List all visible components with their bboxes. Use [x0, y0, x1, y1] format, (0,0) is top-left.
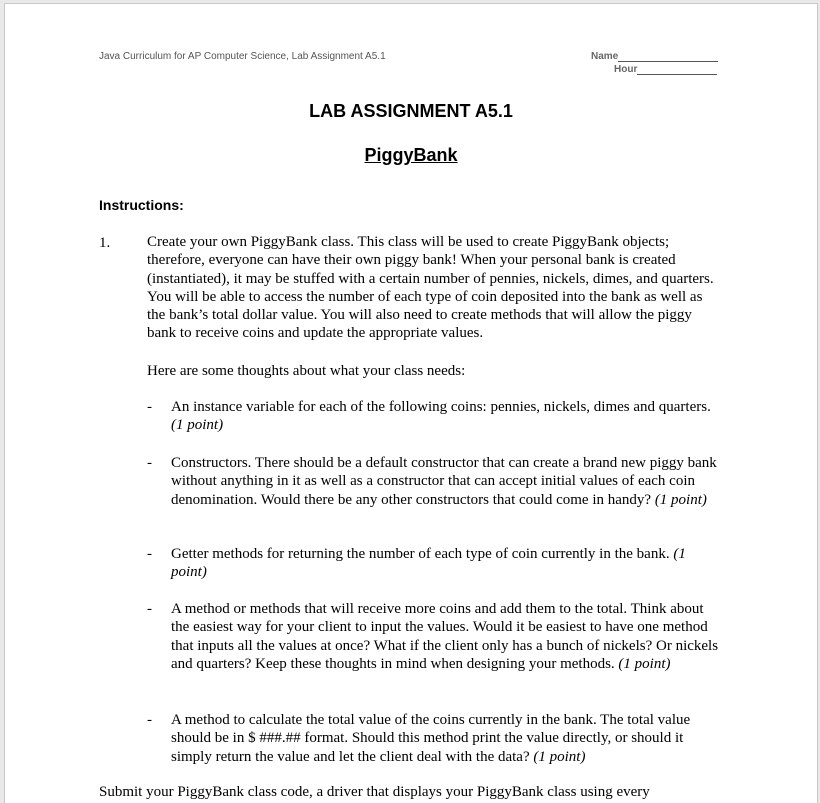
bullet-points: (1 point): [171, 417, 224, 434]
bullet-text: An instance variable for each of the following coins: pennies, nickels, dimes and quarters.: [171, 399, 711, 415]
name-field-label: [591, 51, 718, 62]
name-label: Name: [591, 51, 619, 62]
submission-text: Submit your PiggyBank class code, a driver that displays your PiggyBank class using every: [99, 784, 650, 800]
bullet-text: A method or methods that will receive more coins and add them to the total. Think about the easiest way for your client to input the values. Would it be easiest to have one method that inputs all the values at once? What if the client only has a bunch of nickels? Or nickels and quarters? Keep these thoughts in mind when designing your methods.: [171, 601, 719, 672]
bullet-item: [171, 398, 723, 435]
bullet-text: A method to calculate the total value of the coins currently in the bank. The total value should be in $ ###.## format. Should this method print the value directly, or should it simply return the value and let the client deal with the data?: [171, 712, 691, 765]
bullet-item: [171, 711, 723, 766]
hour-blank-line: [637, 74, 717, 75]
bullet-points: (1 point): [171, 546, 686, 581]
course-header: Java Curriculum for AP Computer Science, Lab Assignment A5.1: [99, 51, 386, 62]
bullet-points: (1 point): [618, 655, 671, 672]
instructions-heading: Instructions:: [99, 197, 184, 213]
subtitle-text: PiggyBank: [364, 145, 458, 165]
page-title: LAB ASSIGNMENT A5.1: [309, 101, 513, 121]
thoughts-intro: Here are some thoughts about what your class needs:: [147, 363, 466, 379]
bullet-marker: -: [147, 399, 152, 415]
bullet-marker: -: [147, 455, 152, 471]
bullet-item: [171, 454, 723, 509]
name-blank-line: [618, 61, 718, 62]
bullet-text: Constructors. There should be a default constructor that can create a brand new piggy bank without anything in it as well as a constructor that can accept initial values of each coin denomination. Would there be any other constructors that could come in handy?: [171, 455, 717, 508]
page-subtitle: [1, 145, 820, 166]
bullet-item: [171, 545, 723, 582]
bullet-points: (1 point): [533, 748, 586, 765]
bullet-item: [171, 600, 723, 673]
hour-label: Hour: [614, 64, 638, 75]
bullet-marker: -: [147, 712, 152, 728]
bullet-marker: -: [147, 601, 152, 617]
intro-paragraph: Create your own PiggyBank class. This class will be used to create PiggyBank objects; therefore, everyone can have their own piggy bank! When your personal bank is created (instantiated), it may be stuffed with a certain number of pennies, nickels, dimes, and quarters. You will be able to access the number of each type of coin deposited into the bank as well as the bank’s total dollar value. You will also need to create methods that will allow the piggy bank to receive coins and update the appropriate values.: [147, 234, 714, 342]
document-page: [4, 3, 818, 803]
bullet-marker: -: [147, 546, 152, 562]
hour-field-label: [614, 64, 717, 75]
bullet-text: Getter methods for returning the number of each type of coin currently in the bank.: [171, 546, 674, 562]
item-number: 1.: [99, 235, 111, 251]
bullet-points: (1 point): [654, 491, 707, 508]
